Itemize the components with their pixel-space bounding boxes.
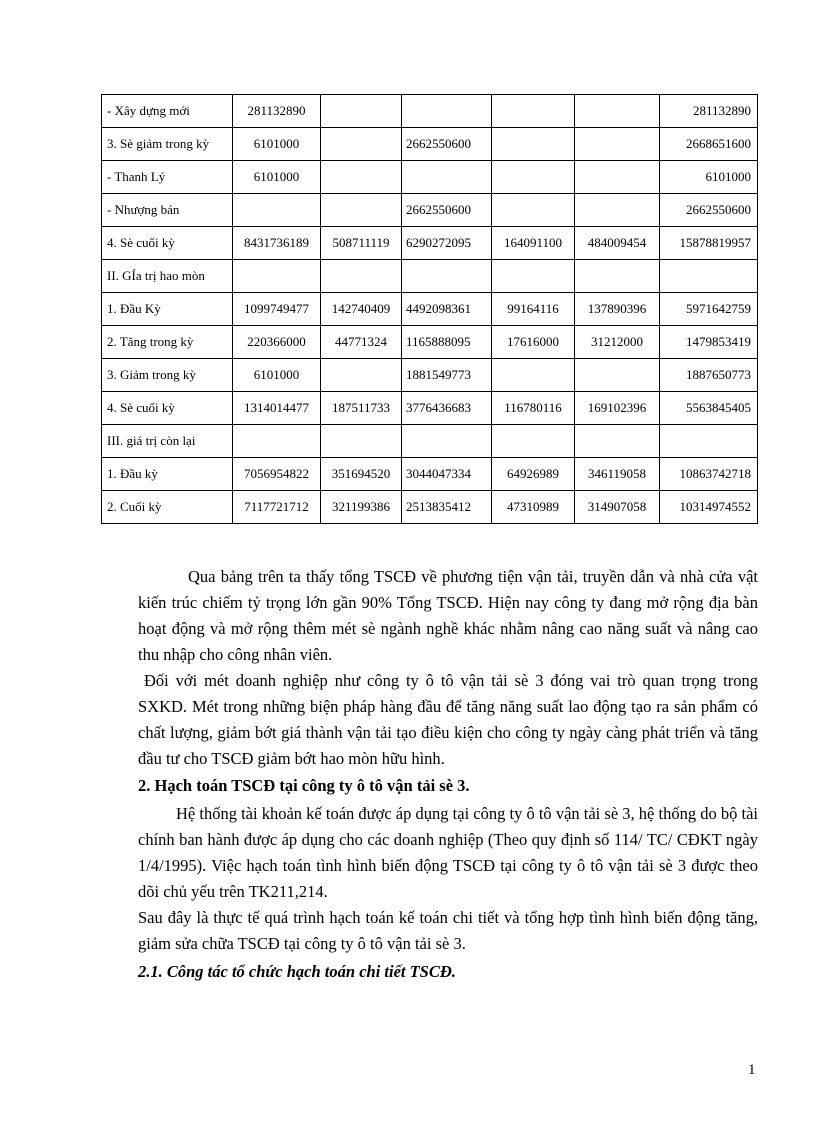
- table-cell: 2668651600: [660, 128, 758, 161]
- paragraph-enterprise: Đối với mét doanh nghiệp như công ty ô tô vận tải sè 3 đóng vai trò quan trọng trong SXKD. Mét trong những biện pháp hàng đầu để tăng năng suất lao động tạo ra sản phẩm có chất lượng, giảm bớt giá thành vận tải tạo điều kiện cho công ty ngày càng phát triển và tăng đầu tư cho TSCĐ giảm bớt hao mòn hữu hình.: [138, 671, 758, 768]
- table-cell: [402, 260, 492, 293]
- table-cell: 17616000: [492, 326, 575, 359]
- table-cell: 1314014477: [233, 392, 321, 425]
- asset-table: [101, 94, 758, 524]
- table-cell: 187511733: [321, 392, 402, 425]
- row-label: II. GÍa trị hao mòn: [102, 260, 233, 293]
- table-row: [102, 194, 758, 227]
- table-cell: 314907058: [575, 491, 660, 524]
- table-cell: 281132890: [660, 95, 758, 128]
- subsection-heading: 2.1. Công tác tổ chức hạch toán chi tiết TSCĐ.: [138, 962, 456, 981]
- table-row: [102, 359, 758, 392]
- table-cell: 6290272095: [402, 227, 492, 260]
- table-cell: 1099749477: [233, 293, 321, 326]
- paragraph-summary: Qua bảng trên ta thấy tổng TSCĐ về phương tiện vận tải, truyền dẫn và nhà cửa vật kiến trúc chiếm tỷ trọng lớn gần 90% Tổng TSCĐ. Hiện nay công ty đang mở rộng địa bàn hoạt động và mở rộng thêm mét sè ngành nghề khác nhằm nâng cao năng suất và nâng cao thu nhập cho công nhân viên.: [138, 567, 758, 664]
- row-label: 1. Đầu Kỳ: [102, 293, 233, 326]
- table-cell: 4492098361: [402, 293, 492, 326]
- table-cell: [321, 161, 402, 194]
- table-cell: 6101000: [233, 359, 321, 392]
- row-label: 4. Sè cuối kỳ: [102, 392, 233, 425]
- table-cell: [402, 161, 492, 194]
- table-cell: [321, 95, 402, 128]
- table-cell: 1887650773: [660, 359, 758, 392]
- table-cell: 321199386: [321, 491, 402, 524]
- table-cell: [233, 425, 321, 458]
- table-cell: [492, 359, 575, 392]
- table-cell: 5563845405: [660, 392, 758, 425]
- table-cell: 2513835412: [402, 491, 492, 524]
- row-label: III. giá trị còn lại: [102, 425, 233, 458]
- table-cell: 8431736189: [233, 227, 321, 260]
- table-cell: 484009454: [575, 227, 660, 260]
- table-cell: 7056954822: [233, 458, 321, 491]
- table-cell: 6101000: [660, 161, 758, 194]
- row-label: - Xây dựng mới: [102, 95, 233, 128]
- table-cell: 137890396: [575, 293, 660, 326]
- table-cell: 10314974552: [660, 491, 758, 524]
- table-cell: 346119058: [575, 458, 660, 491]
- table-cell: 1881549773: [402, 359, 492, 392]
- table-cell: [321, 359, 402, 392]
- table-cell: [402, 95, 492, 128]
- table-row: [102, 491, 758, 524]
- table-cell: [492, 128, 575, 161]
- table-cell: [575, 128, 660, 161]
- table-cell: 3044047334: [402, 458, 492, 491]
- table-cell: 99164116: [492, 293, 575, 326]
- table-cell: 116780116: [492, 392, 575, 425]
- table-cell: [575, 260, 660, 293]
- table-cell: 2662550600: [402, 128, 492, 161]
- table-cell: [575, 425, 660, 458]
- table-cell: [321, 260, 402, 293]
- table-cell: 5971642759: [660, 293, 758, 326]
- table-cell: 164091100: [492, 227, 575, 260]
- row-label: - Thanh Lý: [102, 161, 233, 194]
- table-row: [102, 260, 758, 293]
- page-number: 1: [748, 1062, 756, 1078]
- row-label: - Nhượng bán: [102, 194, 233, 227]
- table-cell: 10863742718: [660, 458, 758, 491]
- table-cell: 2662550600: [402, 194, 492, 227]
- table-cell: 1479853419: [660, 326, 758, 359]
- table-cell: 47310989: [492, 491, 575, 524]
- table-row: [102, 392, 758, 425]
- table-row: [102, 425, 758, 458]
- table-cell: [575, 359, 660, 392]
- paragraph-process: Sau đây là thực tế quá trình hạch toán kế toán chi tiết và tổng hợp tình hình biến động tăng, giảm sửa chữa TSCĐ tại công ty ô tô vận tải sè 3.: [138, 908, 758, 953]
- table-cell: 15878819957: [660, 227, 758, 260]
- table-cell: 64926989: [492, 458, 575, 491]
- table-cell: [402, 425, 492, 458]
- table-cell: 3776436683: [402, 392, 492, 425]
- table-cell: [660, 260, 758, 293]
- table-cell: [492, 425, 575, 458]
- table-cell: 281132890: [233, 95, 321, 128]
- table-cell: 6101000: [233, 161, 321, 194]
- section-heading: 2. Hạch toán TSCĐ tại công ty ô tô vận tải sè 3.: [138, 776, 470, 795]
- table-cell: 142740409: [321, 293, 402, 326]
- table-row: [102, 128, 758, 161]
- table-cell: [492, 95, 575, 128]
- table-row: [102, 161, 758, 194]
- row-label: 2. Tăng trong kỳ: [102, 326, 233, 359]
- table-cell: 351694520: [321, 458, 402, 491]
- table-cell: 508711119: [321, 227, 402, 260]
- table-cell: [233, 260, 321, 293]
- table-cell: [492, 161, 575, 194]
- table-cell: 1165888095: [402, 326, 492, 359]
- table-cell: [575, 95, 660, 128]
- row-label: 3. Giảm trong kỳ: [102, 359, 233, 392]
- body-text: [138, 564, 758, 985]
- row-label: 3. Sè giảm trong kỳ: [102, 128, 233, 161]
- table-cell: 7117721712: [233, 491, 321, 524]
- row-label: 1. Đầu kỳ: [102, 458, 233, 491]
- paragraph-accounts: Hệ thống tài khoản kế toán được áp dụng tại công ty ô tô vận tải sè 3, hệ thống do bộ tài chính ban hành được áp dụng cho các doanh nghiệp (Theo quy định số 114/ TC/ CĐKT ngày 1/4/1995). Việc hạch toán tình hình biến động TSCĐ tại công ty ô tô vận tải sè 3 được theo dõi chủ yếu trên TK211,214.: [138, 804, 758, 901]
- table-cell: [321, 425, 402, 458]
- table-cell: [492, 194, 575, 227]
- table-cell: 6101000: [233, 128, 321, 161]
- table-cell: 31212000: [575, 326, 660, 359]
- table-cell: [660, 425, 758, 458]
- table-cell: 220366000: [233, 326, 321, 359]
- table-cell: [575, 194, 660, 227]
- table-cell: [321, 128, 402, 161]
- table-cell: [575, 161, 660, 194]
- table-row: [102, 95, 758, 128]
- table-cell: 2662550600: [660, 194, 758, 227]
- row-label: 4. Sè cuối kỳ: [102, 227, 233, 260]
- table-cell: [492, 260, 575, 293]
- table-row: [102, 293, 758, 326]
- table-cell: [233, 194, 321, 227]
- table-row: [102, 227, 758, 260]
- asset-table-body: [102, 95, 758, 524]
- table-cell: [321, 194, 402, 227]
- row-label: 2. Cuối kỳ: [102, 491, 233, 524]
- table-cell: 169102396: [575, 392, 660, 425]
- table-row: [102, 458, 758, 491]
- table-row: [102, 326, 758, 359]
- table-cell: 44771324: [321, 326, 402, 359]
